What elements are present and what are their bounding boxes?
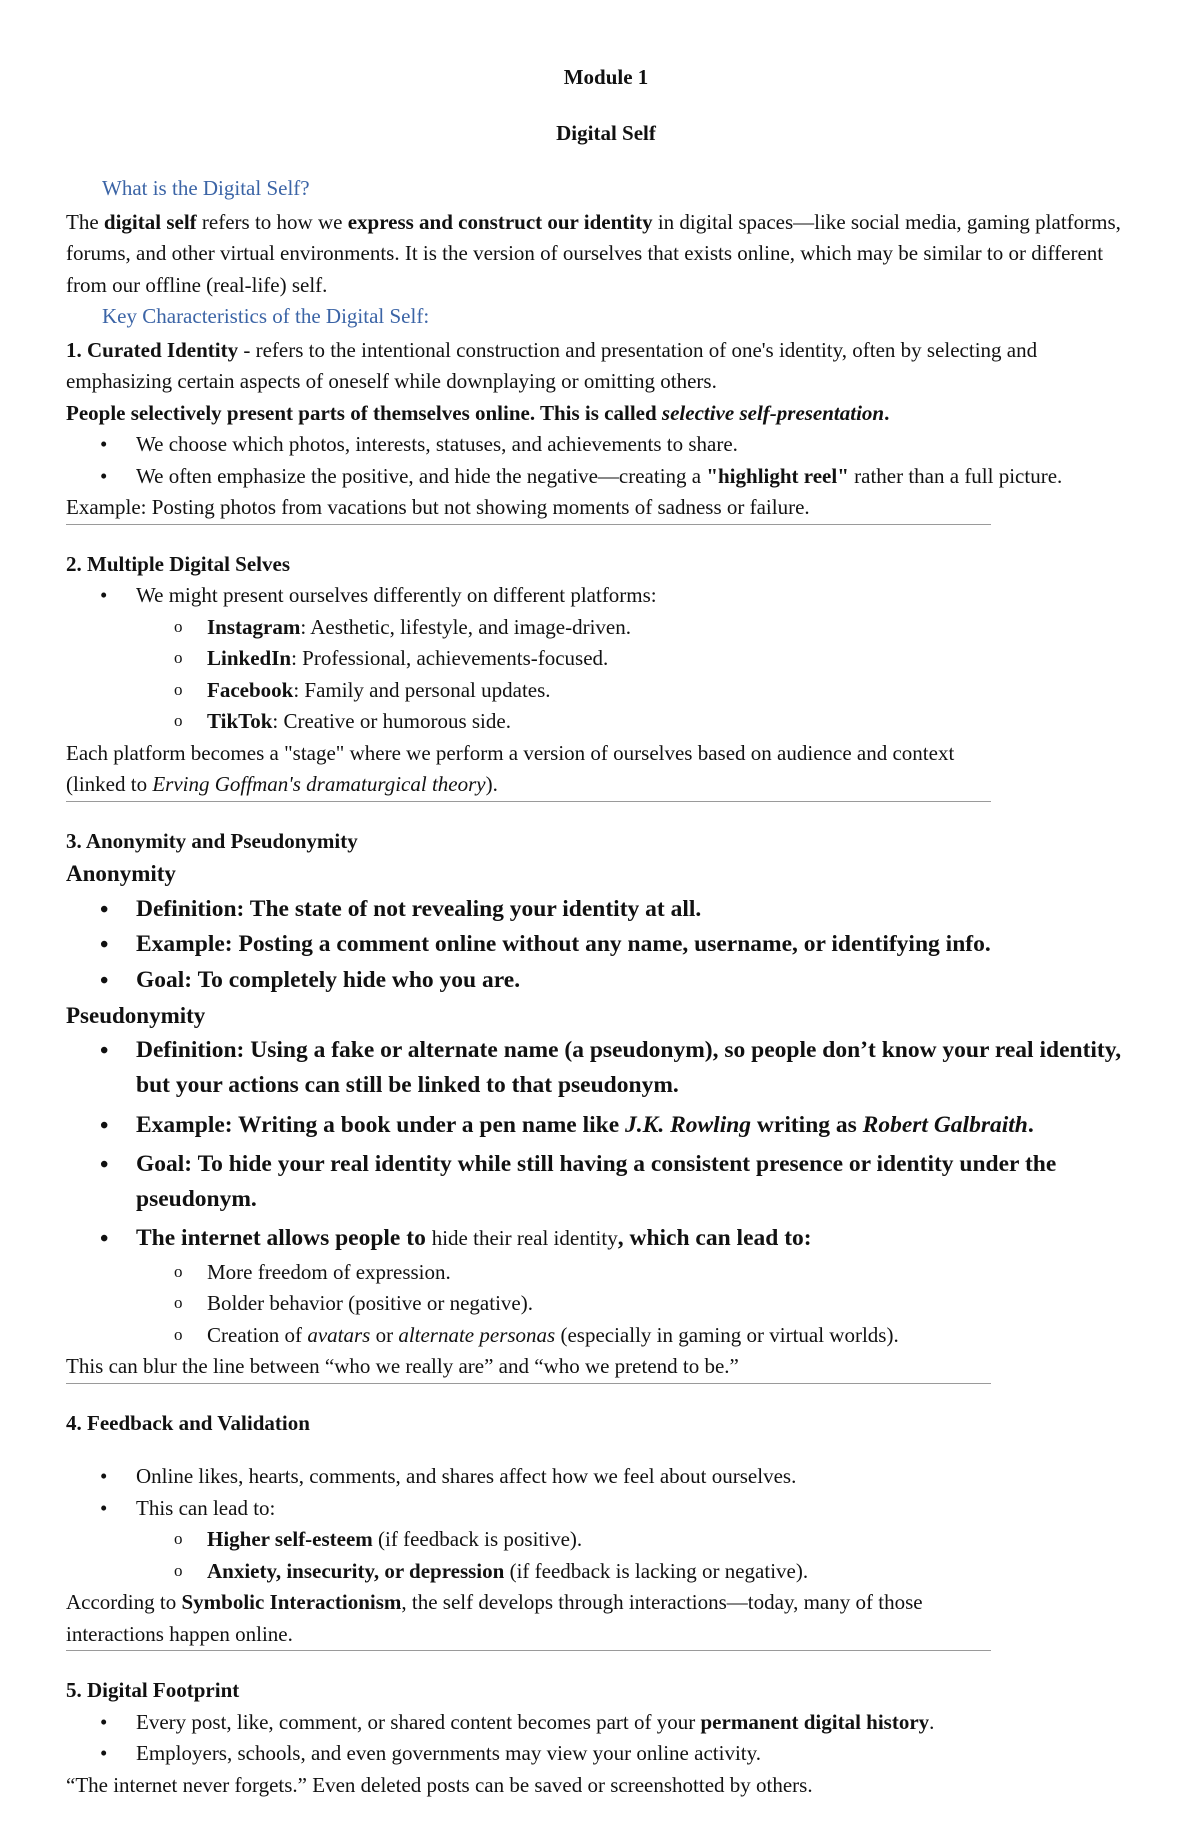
list-item: • We choose which photos, interests, statuses, and achievements to share.: [66, 429, 1146, 461]
sec4-title: 4. Feedback and Validation: [66, 1410, 310, 1435]
pseudo-ex-end: .: [1027, 1111, 1034, 1138]
anonymity-list: [66, 892, 1146, 999]
sec1-example: Example: Posting photos from vacations but not showing moments of sadness or failure.: [66, 492, 991, 525]
sec1-b2-text: We often emphasize the positive, and hide the negative—creating a: [136, 463, 707, 488]
sec5-closing: “The internet never forgets.” Even deleted posts can be saved or screenshotted by others.: [66, 1772, 813, 1797]
sub3-or: or: [370, 1322, 399, 1347]
sub3-avatars: avatars: [307, 1322, 371, 1347]
list-item: o Bolder behavior (positive or negative).: [66, 1288, 1146, 1320]
anonymity-heading: Anonymity: [66, 861, 176, 886]
internet-sublist: [66, 1257, 1146, 1352]
sec2-goffman: Erving Goffman's dramaturgical theory: [152, 772, 486, 796]
list-item: • Goal: To hide your real identity while still having a consistent presence or identity under the pseudonym.: [66, 1147, 1146, 1218]
list-item: [66, 1524, 1146, 1556]
list-item: • Employers, schools, and even governments may view your online activity.: [66, 1738, 1146, 1770]
sub3-text: Creation of: [207, 1322, 308, 1347]
key-characteristics-heading: Key Characteristics of the Digital Self:: [102, 304, 430, 328]
intro-text-2: refers to how we: [196, 209, 348, 234]
sec1-highlight-reel: "highlight reel": [706, 463, 849, 488]
platform-desc: : Family and personal updates.: [293, 677, 551, 702]
sec4-closing-end: , the self develops through interactions—today, many of those interactions happen online.: [66, 1590, 923, 1646]
sec2-list: [66, 580, 1146, 738]
self-esteem-bold: Higher self-esteem: [207, 1527, 373, 1552]
list-item: • This can lead to:: [66, 1493, 1146, 1525]
list-item: • Goal: To completely hide who you are.: [66, 963, 1146, 999]
symbolic-interactionism: Symbolic Interactionism: [181, 1590, 402, 1615]
self-esteem-rest: (if feedback is positive).: [372, 1527, 583, 1552]
intro-heading: What is the Digital Self?: [102, 176, 310, 200]
intro-text-3: in digital spaces—like social media, gaming platforms, forums, and other virtual environments. It is the version of ourselves that exists online, which may be similar to or different from our offline (real-life) self.: [66, 209, 1121, 297]
anxiety-bold: Anxiety, insecurity, or depression: [207, 1558, 505, 1583]
spacer: [66, 1439, 1146, 1461]
list-item: [66, 461, 1146, 493]
sec4-list: [66, 1461, 1146, 1587]
internet-text: The internet allows people to: [136, 1225, 432, 1252]
platform-desc: : Aesthetic, lifestyle, and image-driven.: [300, 614, 631, 639]
platform-desc: : Professional, achievements-focused.: [291, 646, 609, 670]
intro-bold-express: express and construct our identity: [347, 209, 653, 234]
intro-bold-digital-self: digital self: [103, 209, 197, 234]
document-body: [66, 62, 1146, 1801]
platform-name: Facebook: [207, 677, 294, 702]
list-item: • Definition: The state of not revealing your identity at all.: [66, 892, 1146, 928]
sec3-title: 3. Anonymity and Pseudonymity: [66, 828, 358, 853]
sec2-title: 2. Multiple Digital Selves: [66, 551, 290, 576]
sub3-personas: alternate personas: [398, 1322, 556, 1347]
list-item: • We might present ourselves differently on different platforms:: [66, 580, 1146, 612]
internet-end: , which can lead to:: [617, 1225, 812, 1252]
intro-text-1: The: [66, 209, 104, 234]
anxiety-rest: (if feedback is lacking or negative).: [504, 1558, 809, 1583]
sec2-closing: [66, 738, 991, 802]
sec2-closing-text: Each platform becomes a "stage" where we perform a version of ourselves based on audience and context (linked to: [66, 740, 955, 796]
list-item: [66, 1707, 1146, 1739]
list-item: • Online likes, hearts, comments, and shares affect how we feel about ourselves.: [66, 1461, 1146, 1493]
sec1-bold-end: .: [884, 400, 890, 425]
pseudo-ex-galbraith: Robert Galbraith: [862, 1111, 1028, 1138]
sec3-closing: This can blur the line between “who we really are” and “who we pretend to be.”: [66, 1351, 991, 1384]
platform-name: Instagram: [207, 614, 301, 639]
page-title: Digital Self: [556, 120, 656, 145]
pseudo-ex-mid: writing as: [751, 1111, 863, 1138]
platform-desc: : Creative or humorous side.: [272, 709, 511, 733]
platform-name: TikTok: [207, 709, 273, 733]
list-item: [66, 1320, 1146, 1352]
list-item: • Definition: Using a fake or alternate name (a pseudonym), so people don’t know your real identity, but your actions can still be linked to that pseudonym.: [66, 1033, 1146, 1104]
pseudo-ex-text: Example: Writing a book under a pen name like: [136, 1111, 626, 1138]
list-item: o More freedom of expression.: [66, 1257, 1146, 1289]
intro-paragraph: [66, 207, 1146, 302]
sec5-b1-end: .: [929, 1709, 935, 1734]
platform-item: [66, 643, 1146, 675]
sec1-bold-text: People selectively present parts of themselves online. This is called: [66, 400, 662, 425]
platform-item: [66, 675, 1146, 707]
sec4-closing: [66, 1587, 991, 1651]
pseudonymity-heading: Pseudonymity: [66, 1002, 206, 1028]
internet-normal: hide their real identity: [431, 1226, 618, 1251]
sec5-b1-text: Every post, like, comment, or shared content becomes part of your: [136, 1709, 701, 1734]
sec2-closing-end: ).: [485, 772, 498, 796]
pseudo-ex-rowling: J.K. Rowling: [625, 1111, 752, 1138]
sec4-closing-text: According to: [66, 1590, 182, 1615]
platform-item: [66, 612, 1146, 644]
platform-item: [66, 706, 1146, 738]
sec5-title: 5. Digital Footprint: [66, 1678, 240, 1703]
module-label: Module 1: [563, 65, 649, 89]
sec1-paragraph: [66, 335, 1146, 398]
pseudonymity-list: [66, 1033, 1146, 1257]
sub3-end: (especially in gaming or virtual worlds).: [555, 1322, 899, 1347]
list-item: [66, 1556, 1146, 1588]
permanent-history: permanent digital history: [700, 1709, 930, 1734]
list-item: • Example: Posting a comment online without any name, username, or identifying info.: [66, 927, 1146, 963]
list-item: [66, 1221, 1146, 1256]
platform-name: LinkedIn: [207, 646, 292, 670]
sec1-bold-line: [66, 398, 1146, 430]
sec1-b2-end: rather than a full picture.: [848, 463, 1063, 488]
list-item: [66, 1108, 1146, 1143]
sec1-list: [66, 429, 1146, 492]
sec1-title: 1. Curated Identity: [66, 337, 239, 362]
sec1-bold-italic: selective self-presentation: [661, 400, 885, 425]
sec5-list: [66, 1707, 1146, 1770]
sec1-desc: - refers to the intentional construction and presentation of one's identity, often by selecting and emphasizing certain aspects of oneself while downplaying or omitting others.: [66, 337, 1038, 393]
